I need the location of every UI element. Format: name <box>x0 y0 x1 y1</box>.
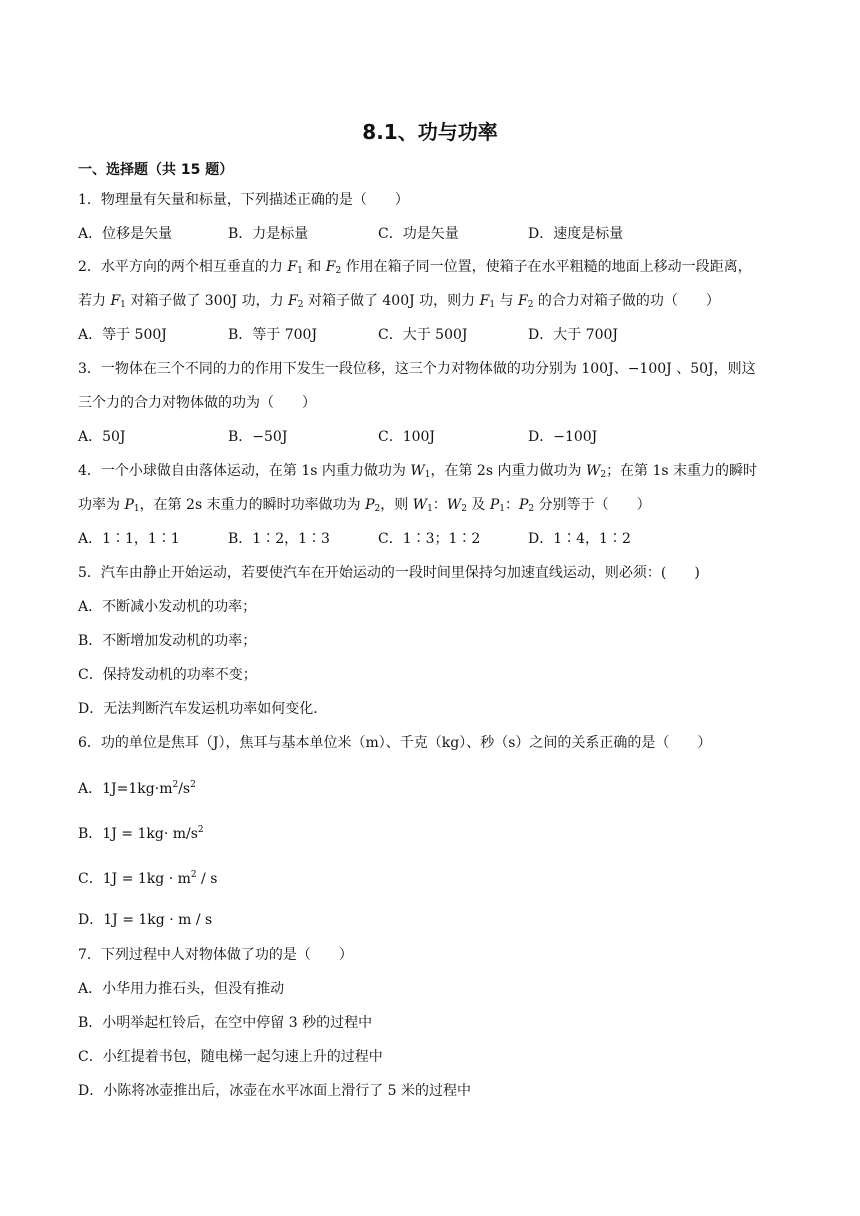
q6-option-d: D．1J = 1kg · m / s <box>78 912 213 928</box>
question-3-options <box>78 427 798 447</box>
q2-option-d: D．大于 700J <box>528 327 619 343</box>
question-4-stem-line-2: 功率为 $P_1$，在第 2s 末重力的瞬时功率做功为 $P_2$，则 $W_1$：$W_2$ 及 $P_1$：$P_2$ 分别等于（ ） <box>78 497 651 514</box>
page-title: 8.1、功与功率 <box>362 120 498 144</box>
section-heading: 一、选择题（共 15 题） <box>78 162 234 178</box>
q7-option-d: D．小陈将冰壶推出后，冰壶在水平冰面上滑行了 5 米的过程中 <box>78 1083 472 1099</box>
q6-option-c: C．$1J = 1kg \cdot m^2 / s$ <box>78 870 218 887</box>
q5-option-b: B．不断增加发动机的功率； <box>78 633 257 649</box>
q7-option-a: A．小华用力推石头，但没有推动 <box>78 981 285 997</box>
question-4-options <box>78 529 798 549</box>
q1-option-c: C．功是矢量 <box>378 226 459 242</box>
q1-option-b: B．力是标量 <box>228 226 309 242</box>
q5-option-a: A．不断减小发动机的功率； <box>78 599 257 615</box>
q7-option-c: C．小红提着书包，随电梯一起匀速上升的过程中 <box>78 1049 383 1065</box>
q6-option-b: B．$1J = 1kg\cdot m/s^2$ <box>78 825 204 842</box>
q2-option-a: A．等于 500J <box>78 327 167 343</box>
q1-option-a: A．位移是矢量 <box>78 226 173 242</box>
q3-option-a: A．50J <box>78 429 126 445</box>
q4-option-b: B．1∶2，1∶3 <box>228 531 330 547</box>
question-5-stem: 5．汽车由静止开始运动，若要使汽车在开始运动的一段时间里保持匀加速直线运动，则必须：( ) <box>78 565 700 581</box>
question-1-stem: 1．物理量有矢量和标量，下列描述正确的是（ ） <box>78 192 409 208</box>
q5-option-c: C．保持发动机的功率不变； <box>78 667 257 683</box>
q5-option-d: D．无法判断汽车发运机功率如何变化． <box>78 701 328 717</box>
question-3-stem-line-1: 3．一物体在三个不同的力的作用下发生一段位移，这三个力对物体做的功分别为 100J、−100J 、50J，则这 <box>78 361 756 377</box>
q2-option-b: B．等于 700J <box>228 327 318 343</box>
question-4-stem-line-1: 4．一个小球做自由落体运动，在第 1s 内重力做功为 $W_1$，在第 2s 内重力做功为 $W_2$；在第 1s 末重力的瞬时 <box>78 463 758 480</box>
question-2-options <box>78 325 798 345</box>
question-2-stem-line-1: 2．水平方向的两个相互垂直的力 $F_1$ 和 $F_2$ 作用在箱子同一位置，使箱子在水平粗糙的地面上移动一段距离， <box>78 259 752 276</box>
question-3-stem-line-2: 三个力的合力对物体做的功为（ ） <box>78 395 316 411</box>
q1-option-d: D．速度是标量 <box>528 226 624 242</box>
question-1-options <box>78 224 798 244</box>
question-7-stem: 7．下列过程中人对物体做了功的是（ ） <box>78 947 353 963</box>
q4-option-c: C．1∶3；1∶2 <box>378 531 481 547</box>
question-2-stem-line-2: 若力 $F_1$ 对箱子做了 300J 功，力 $F_2$ 对箱子做了 400J 功，则力 $F_1$ 与 $F_2$ 的合力对箱子做的功（ ） <box>78 293 720 310</box>
q3-option-b: B．−50J <box>228 429 288 445</box>
q7-option-b: B．小明举起杠铃后，在空中停留 3 秒的过程中 <box>78 1015 373 1031</box>
q6-option-a: A．$1J=1kg\cdot m^2/s^2$ <box>78 780 196 797</box>
q2-option-c: C．大于 500J <box>378 327 468 343</box>
q4-option-a: A．1∶1，1∶1 <box>78 531 180 547</box>
question-6-stem: 6．功的单位是焦耳（J），焦耳与基本单位米（m）、千克（kg）、秒（s）之间的关系正确的是（ ） <box>78 735 712 751</box>
q4-option-d: D．1∶4，1∶2 <box>528 531 631 547</box>
q3-option-d: D．−100J <box>528 429 598 445</box>
q3-option-c: C．100J <box>378 429 436 445</box>
